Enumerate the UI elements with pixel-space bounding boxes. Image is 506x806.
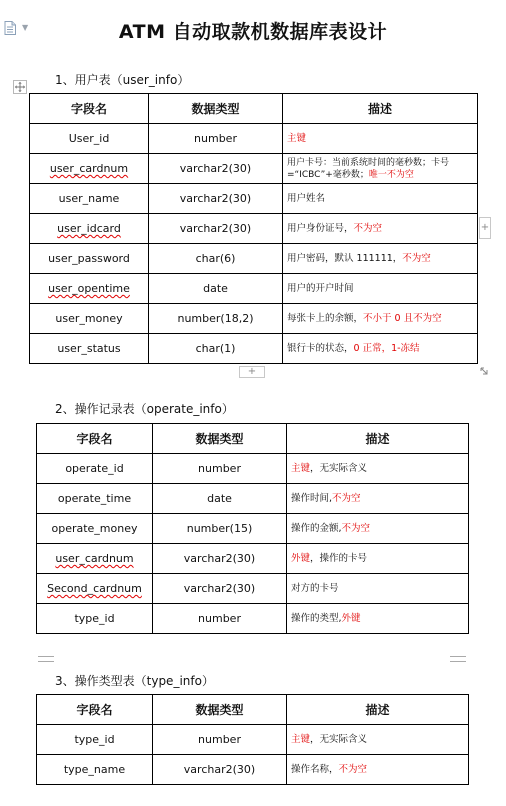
operate-info-table xyxy=(36,423,469,634)
type-cell: number xyxy=(153,725,287,755)
desc-cell xyxy=(287,725,469,755)
desc-text: ，操作的卡号 xyxy=(310,553,368,564)
table-header-row xyxy=(30,94,478,124)
table-row xyxy=(30,304,478,334)
table-row xyxy=(30,244,478,274)
desc-cell xyxy=(283,304,478,334)
field-cell xyxy=(37,574,153,604)
type-cell: number xyxy=(149,124,283,154)
header-desc: 描述 xyxy=(287,424,469,454)
table-row xyxy=(30,334,478,364)
desc-text: 对方的卡号 xyxy=(291,583,339,594)
type-info-table xyxy=(36,694,469,785)
desc-cell xyxy=(283,214,478,244)
table-header-row xyxy=(37,424,469,454)
desc-emphasis: 外键 xyxy=(341,613,361,624)
table-row xyxy=(30,184,478,214)
table-row xyxy=(37,725,469,755)
desc-text: 用户卡号：当前系统时间的毫秒数；卡号=“ICBC”+毫秒数； xyxy=(287,157,450,180)
field-cell: user_status xyxy=(30,334,149,364)
field-cell: User_id xyxy=(30,124,149,154)
desc-cell xyxy=(287,574,469,604)
page-margin-mark xyxy=(450,656,466,662)
field-cell: type_name xyxy=(37,755,153,785)
desc-emphasis: 主键 xyxy=(287,133,307,144)
type-cell: number xyxy=(153,604,287,634)
desc-cell xyxy=(283,334,478,364)
desc-cell xyxy=(283,154,478,184)
table-row xyxy=(30,274,478,304)
desc-cell xyxy=(287,604,469,634)
desc-cell xyxy=(287,514,469,544)
table-row xyxy=(37,484,469,514)
table-row xyxy=(30,154,478,184)
table-resize-icon[interactable] xyxy=(479,366,489,376)
type-cell: varchar2(30) xyxy=(149,214,283,244)
field-cell xyxy=(30,154,149,184)
desc-text: 操作的类型, xyxy=(291,613,342,624)
type-cell: number(18,2) xyxy=(149,304,283,334)
desc-cell xyxy=(287,454,469,484)
field-name-spellcheck: user_idcard xyxy=(57,222,121,235)
table-row xyxy=(37,454,469,484)
header-field: 字段名 xyxy=(37,424,153,454)
desc-emphasis: 主键 xyxy=(291,734,311,745)
type-cell: varchar2(30) xyxy=(149,184,283,214)
field-cell xyxy=(30,214,149,244)
desc-emphasis: 外键 xyxy=(291,553,311,564)
table-row xyxy=(30,124,478,154)
desc-text: ，无实际含义 xyxy=(310,463,368,474)
desc-text: 用户姓名 xyxy=(287,193,326,204)
table-move-icon[interactable] xyxy=(13,80,27,94)
desc-emphasis: 不为空 xyxy=(353,223,383,234)
desc-cell xyxy=(283,274,478,304)
header-type: 数据类型 xyxy=(149,94,283,124)
desc-cell xyxy=(283,184,478,214)
desc-cell xyxy=(287,484,469,514)
field-cell: operate_money xyxy=(37,514,153,544)
table-row xyxy=(37,604,469,634)
table-row xyxy=(37,514,469,544)
table-row xyxy=(30,214,478,244)
field-cell: user_password xyxy=(30,244,149,274)
field-cell: type_id xyxy=(37,604,153,634)
desc-text: 操作名称， xyxy=(291,764,339,775)
header-field: 字段名 xyxy=(37,695,153,725)
desc-cell xyxy=(287,755,469,785)
page-margin-mark xyxy=(38,656,54,662)
table-row xyxy=(37,755,469,785)
desc-cell xyxy=(283,244,478,274)
type-cell: date xyxy=(153,484,287,514)
desc-cell xyxy=(287,544,469,574)
user-info-table xyxy=(29,93,478,364)
add-row-icon[interactable]: + xyxy=(479,217,491,239)
type-cell: varchar2(30) xyxy=(153,544,287,574)
section-heading-operate-info: 2、操作记录表（operate_info） xyxy=(55,402,234,416)
section-heading-user-info: 1、用户表（user_info） xyxy=(55,73,190,87)
desc-emphasis: 不为空 xyxy=(341,523,371,534)
field-name-spellcheck: user_cardnum xyxy=(55,552,134,565)
section-heading-type-info: 3、操作类型表（type_info） xyxy=(55,674,214,688)
field-cell: user_name xyxy=(30,184,149,214)
header-type: 数据类型 xyxy=(153,424,287,454)
desc-emphasis: 主键 xyxy=(291,463,311,474)
field-name-spellcheck: user_cardnum xyxy=(49,162,129,175)
field-cell xyxy=(37,544,153,574)
type-cell: char(6) xyxy=(149,244,283,274)
desc-text: 用户的开户时间 xyxy=(287,283,354,294)
dropdown-caret-icon[interactable]: ▼ xyxy=(22,23,29,32)
desc-emphasis: 不小于 0 且不为空 xyxy=(363,313,442,324)
desc-text: 操作时间, xyxy=(291,493,333,504)
table-header-row xyxy=(37,695,469,725)
header-type: 数据类型 xyxy=(153,695,287,725)
header-desc: 描述 xyxy=(283,94,478,124)
desc-text: ，无实际含义 xyxy=(310,734,368,745)
desc-emphasis: 不为空 xyxy=(402,253,431,264)
desc-emphasis: 不为空 xyxy=(338,764,368,775)
field-cell: operate_time xyxy=(37,484,153,514)
desc-text: 用户密码，默认 111111， xyxy=(287,253,403,264)
field-cell xyxy=(30,274,149,304)
type-cell: number xyxy=(153,454,287,484)
desc-text: 用户身份证号， xyxy=(287,223,354,234)
type-cell: varchar2(30) xyxy=(149,154,283,184)
add-column-icon[interactable]: + xyxy=(239,366,265,378)
field-name-spellcheck: user_opentime xyxy=(48,282,130,295)
field-cell: operate_id xyxy=(37,454,153,484)
desc-emphasis: 不为空 xyxy=(332,493,361,504)
field-cell: user_money xyxy=(30,304,149,334)
document-title: ATM 自动取款机数据库表设计 xyxy=(118,21,388,43)
desc-cell xyxy=(283,124,478,154)
field-cell: type_id xyxy=(37,725,153,755)
desc-emphasis: 唯一不为空 xyxy=(368,169,414,180)
header-field: 字段名 xyxy=(30,94,149,124)
desc-text: 银行卡的状态， xyxy=(287,343,354,354)
type-cell: varchar2(30) xyxy=(153,755,287,785)
desc-text: 每张卡上的余额， xyxy=(287,313,364,324)
type-cell: varchar2(30) xyxy=(153,574,287,604)
type-cell: char(1) xyxy=(149,334,283,364)
desc-emphasis: 0 正常，1-冻结 xyxy=(353,343,420,354)
table-row xyxy=(37,574,469,604)
type-cell: number(15) xyxy=(153,514,287,544)
field-name-spellcheck: Second_cardnum xyxy=(47,582,142,595)
table-row xyxy=(37,544,469,574)
desc-text: 操作的金额, xyxy=(291,523,342,534)
type-cell: date xyxy=(149,274,283,304)
header-desc: 描述 xyxy=(287,695,469,725)
